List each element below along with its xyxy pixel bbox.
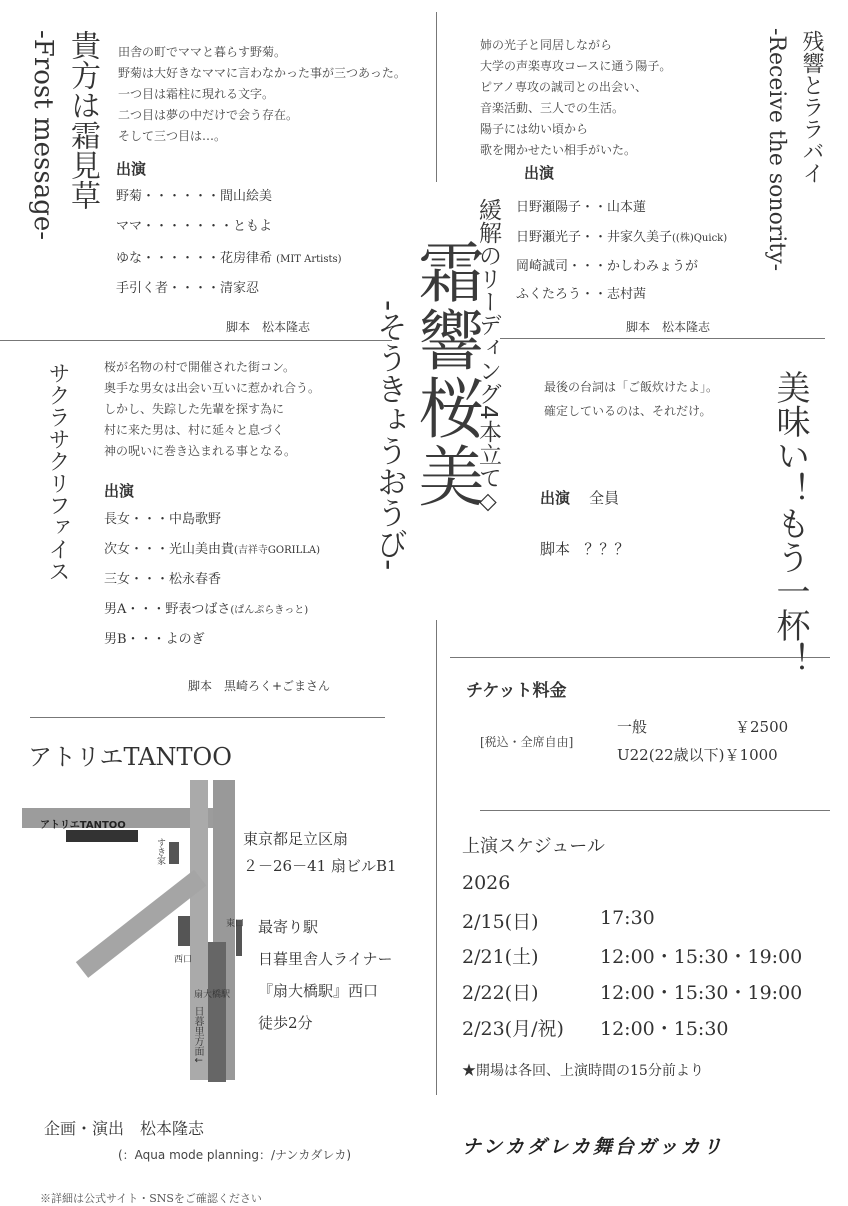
schedule-date: 2/23(月/祝) bbox=[462, 1018, 564, 1040]
divider-left-mid bbox=[30, 717, 385, 718]
cast-actor: よのぎ bbox=[165, 632, 205, 647]
ticket-general-label: 一般 bbox=[617, 718, 648, 736]
zankyo-title: 残響とララバイ bbox=[799, 30, 824, 184]
cast-row bbox=[116, 247, 342, 266]
cast-row bbox=[516, 226, 727, 245]
schedule-date: 2/15(日) bbox=[462, 911, 539, 933]
cast-role: 男A・・・ bbox=[104, 602, 166, 617]
synopsis-line: 陽子には幼い頃から bbox=[480, 122, 589, 136]
station-line: 日暮里舎人ライナー bbox=[258, 950, 393, 968]
oishii-cast bbox=[540, 487, 619, 508]
schedule-row bbox=[462, 1014, 729, 1041]
cast-actor: ともよ bbox=[233, 219, 273, 234]
synopsis-line: 一つ目は霜柱に現れる文字。 bbox=[118, 87, 275, 101]
schedule-row bbox=[462, 907, 655, 934]
cast-actor: 野表つばさ bbox=[165, 602, 231, 617]
oishii-title: 美味い！もう一杯！ bbox=[770, 370, 810, 676]
synopsis-line: 大学の声楽専攻コースに通う陽子。 bbox=[480, 59, 672, 73]
frost-subtitle: -Frost message- bbox=[28, 30, 58, 241]
cast-actor: 井家久美子 bbox=[607, 230, 673, 245]
cast-row bbox=[516, 283, 646, 302]
director-affiliation: (：Aqua mode planning：/ナンカダレカ) bbox=[118, 1148, 352, 1162]
schedule-heading: 上演スケジュール bbox=[462, 836, 605, 857]
schedule-times: 12:00・15:30・19:00 bbox=[600, 982, 803, 1004]
cast-actor: 光山美由貴 bbox=[169, 542, 235, 557]
frost-script: 脚本 松本隆志 bbox=[226, 320, 311, 334]
zankyo-synopsis bbox=[480, 35, 671, 161]
station-walk: 徒歩2分 bbox=[258, 1014, 313, 1032]
schedule-times: 12:00・15:30 bbox=[600, 1018, 729, 1040]
cast-actor: 志村茜 bbox=[607, 287, 647, 302]
synopsis-line: 二つ目は夢の中だけで会う存在。 bbox=[118, 108, 299, 122]
cast-row bbox=[104, 568, 221, 587]
cast-role: 日野瀬光子・・ bbox=[516, 230, 608, 245]
cast-role: 次女・・・ bbox=[104, 542, 170, 557]
station-heading: 最寄り駅 bbox=[258, 918, 319, 936]
synopsis-line: 村に来た男は、村に延々と息づく bbox=[104, 423, 285, 437]
divider-left-top bbox=[0, 340, 392, 341]
cast-note: ((株)Quick) bbox=[672, 233, 728, 244]
cast-row bbox=[104, 538, 320, 557]
cast-note: (MIT Artists) bbox=[276, 254, 342, 265]
synopsis-line: 歌を聞かせたい相手がいた。 bbox=[480, 143, 637, 157]
zankyo-cast-heading: 出演 bbox=[524, 164, 555, 182]
main-reading: -そうきょうおうび- bbox=[371, 300, 407, 571]
schedule-row bbox=[462, 978, 803, 1005]
frost-title: 貴方は霜見草 bbox=[65, 30, 100, 210]
cast-actor: 清家忍 bbox=[220, 281, 260, 296]
cast-note: (ぱんぷらきっと) bbox=[230, 605, 309, 616]
synopsis-line: 奥手な男女は出会い互いに惹かれ合う。 bbox=[104, 381, 321, 395]
oishii-script bbox=[540, 538, 629, 559]
venue-name: アトリエTANTOO bbox=[28, 743, 232, 771]
cast-role: ママ・・・・・・・ bbox=[116, 219, 234, 234]
ticket-u22-price: ￥1000 bbox=[724, 746, 778, 764]
ticket-general-price: ￥2500 bbox=[735, 718, 789, 736]
main-subtitle: 緩解のリーディング4本立て◇ bbox=[475, 198, 501, 515]
schedule-times: 12:00・15:30・19:00 bbox=[600, 946, 803, 968]
divider-center-mid bbox=[436, 620, 437, 1095]
cast-role: 岡崎誠司・・・ bbox=[516, 259, 608, 274]
ticket-note: [税込・全席自由] bbox=[480, 735, 574, 749]
divider-right-top bbox=[500, 338, 825, 339]
venue-address-2: ２－26－41 扇ビルB1 bbox=[243, 857, 397, 875]
map-label-east: 東口 bbox=[226, 919, 245, 929]
troupe-logo: ナンカダレカ舞台ガッカリ bbox=[462, 1136, 725, 1158]
cast-actor: 松永春香 bbox=[169, 572, 222, 587]
cast-row bbox=[516, 255, 698, 274]
frost-synopsis bbox=[118, 42, 406, 147]
cast-role: 野菊・・・・・・ bbox=[116, 189, 221, 204]
cast-row bbox=[104, 628, 205, 647]
cast-row bbox=[516, 196, 646, 215]
ticket-u22 bbox=[617, 744, 778, 765]
oishii-cast-value: 全員 bbox=[589, 489, 620, 507]
map-station-platform bbox=[208, 942, 226, 1082]
map-label-venue: アトリエTANTOO bbox=[40, 820, 126, 831]
cast-actor: 中島歌野 bbox=[169, 512, 222, 527]
cast-actor: 間山絵美 bbox=[220, 189, 273, 204]
venue-address-1: 東京都足立区扇 bbox=[243, 830, 349, 848]
map-building bbox=[66, 830, 138, 842]
schedule-note: ★開場は各回、上演時間の15分前より bbox=[462, 1063, 704, 1079]
oishii-cast-label: 出演 bbox=[540, 489, 571, 507]
synopsis-line: 最後の台詞は「ご飯炊けたよ」。 bbox=[544, 380, 719, 394]
schedule-row bbox=[462, 942, 803, 969]
map-label-direction: 日暮里方面↓ bbox=[192, 1006, 203, 1065]
synopsis-line: 音楽活動、三人での生活。 bbox=[480, 101, 625, 115]
map-label-sukiya: すき家 bbox=[155, 838, 165, 865]
cast-note: (吉祥寺GORILLA) bbox=[234, 545, 321, 556]
sakura-synopsis bbox=[104, 357, 320, 462]
cast-role: ふくたろう・・ bbox=[516, 287, 608, 302]
oishii-script-value: ？？？ bbox=[584, 540, 630, 558]
cast-role: ゆな・・・・・・ bbox=[116, 251, 221, 266]
ticket-u22-label: U22(22歳以下) bbox=[617, 746, 725, 764]
synopsis-line: しかし、失踪した先輩を探す為に bbox=[104, 402, 285, 416]
cast-role: 男B・・・ bbox=[104, 632, 166, 647]
map-exit-west bbox=[178, 916, 190, 946]
map-label-west: 西口 bbox=[174, 955, 193, 965]
sakura-title: サクラサクリファイス bbox=[45, 362, 70, 582]
main-title: 霜響桜美 bbox=[407, 238, 484, 510]
station-name: 『扇大橋駅』西口 bbox=[258, 982, 379, 1000]
synopsis-line: 野菊は大好きなママに言わなかった事が三つあった。 bbox=[118, 66, 406, 80]
sakura-script: 脚本 黒崎ろく+ごまさん bbox=[188, 679, 331, 693]
cast-actor: 山本蓮 bbox=[607, 200, 647, 215]
synopsis-line: ピアノ専攻の誠司との出会い、 bbox=[480, 80, 648, 94]
frost-cast-heading: 出演 bbox=[116, 160, 147, 178]
synopsis-line: 確定しているのは、それだけ。 bbox=[544, 404, 712, 418]
cast-actor: かしわみょうが bbox=[607, 259, 699, 274]
cast-actor: 花房律希 bbox=[220, 251, 273, 266]
schedule-date: 2/22(日) bbox=[462, 982, 539, 1004]
oishii-synopsis bbox=[544, 375, 718, 423]
sakura-cast-heading: 出演 bbox=[104, 482, 135, 500]
synopsis-line: 姉の光子と同居しながら bbox=[480, 38, 613, 52]
ticket-heading: チケット料金 bbox=[466, 681, 567, 701]
synopsis-line: 神の呪いに巻き込まれる事となる。 bbox=[104, 444, 297, 458]
schedule-times: 17:30 bbox=[600, 907, 655, 929]
map-sukiya-building bbox=[169, 842, 179, 864]
director-credit: 企画・演出 松本隆志 bbox=[44, 1119, 205, 1138]
ticket-general bbox=[617, 716, 789, 737]
schedule-date: 2/21(土) bbox=[462, 946, 539, 968]
cast-row bbox=[116, 277, 259, 296]
map-label-station: 扇大橋駅 bbox=[194, 990, 231, 1000]
divider-right-ticket bbox=[480, 810, 830, 811]
cast-row bbox=[116, 185, 272, 204]
cast-role: 長女・・・ bbox=[104, 512, 170, 527]
synopsis-line: そして三つ目は…。 bbox=[118, 129, 227, 143]
synopsis-line: 桜が名物の村で開催された街コン。 bbox=[104, 360, 296, 374]
zankyo-subtitle: -Receive the sonority- bbox=[764, 28, 789, 272]
cast-row bbox=[104, 598, 308, 617]
divider-center-top bbox=[436, 12, 437, 182]
cast-role: 日野瀬陽子・・ bbox=[516, 200, 608, 215]
venue-map bbox=[22, 780, 252, 1090]
schedule-year: 2026 bbox=[462, 872, 511, 894]
zankyo-script: 脚本 松本隆志 bbox=[626, 320, 711, 334]
cast-row bbox=[116, 215, 272, 234]
cast-role: 三女・・・ bbox=[104, 572, 170, 587]
oishii-script-label: 脚本 bbox=[540, 540, 571, 558]
cast-role: 手引く者・・・・ bbox=[116, 281, 221, 296]
cast-row bbox=[104, 508, 221, 527]
footer-fragment: ※詳細は公式サイト・SNSをご確認ください bbox=[40, 1192, 262, 1205]
synopsis-line: 田舎の町でママと暮らす野菊。 bbox=[118, 45, 287, 59]
